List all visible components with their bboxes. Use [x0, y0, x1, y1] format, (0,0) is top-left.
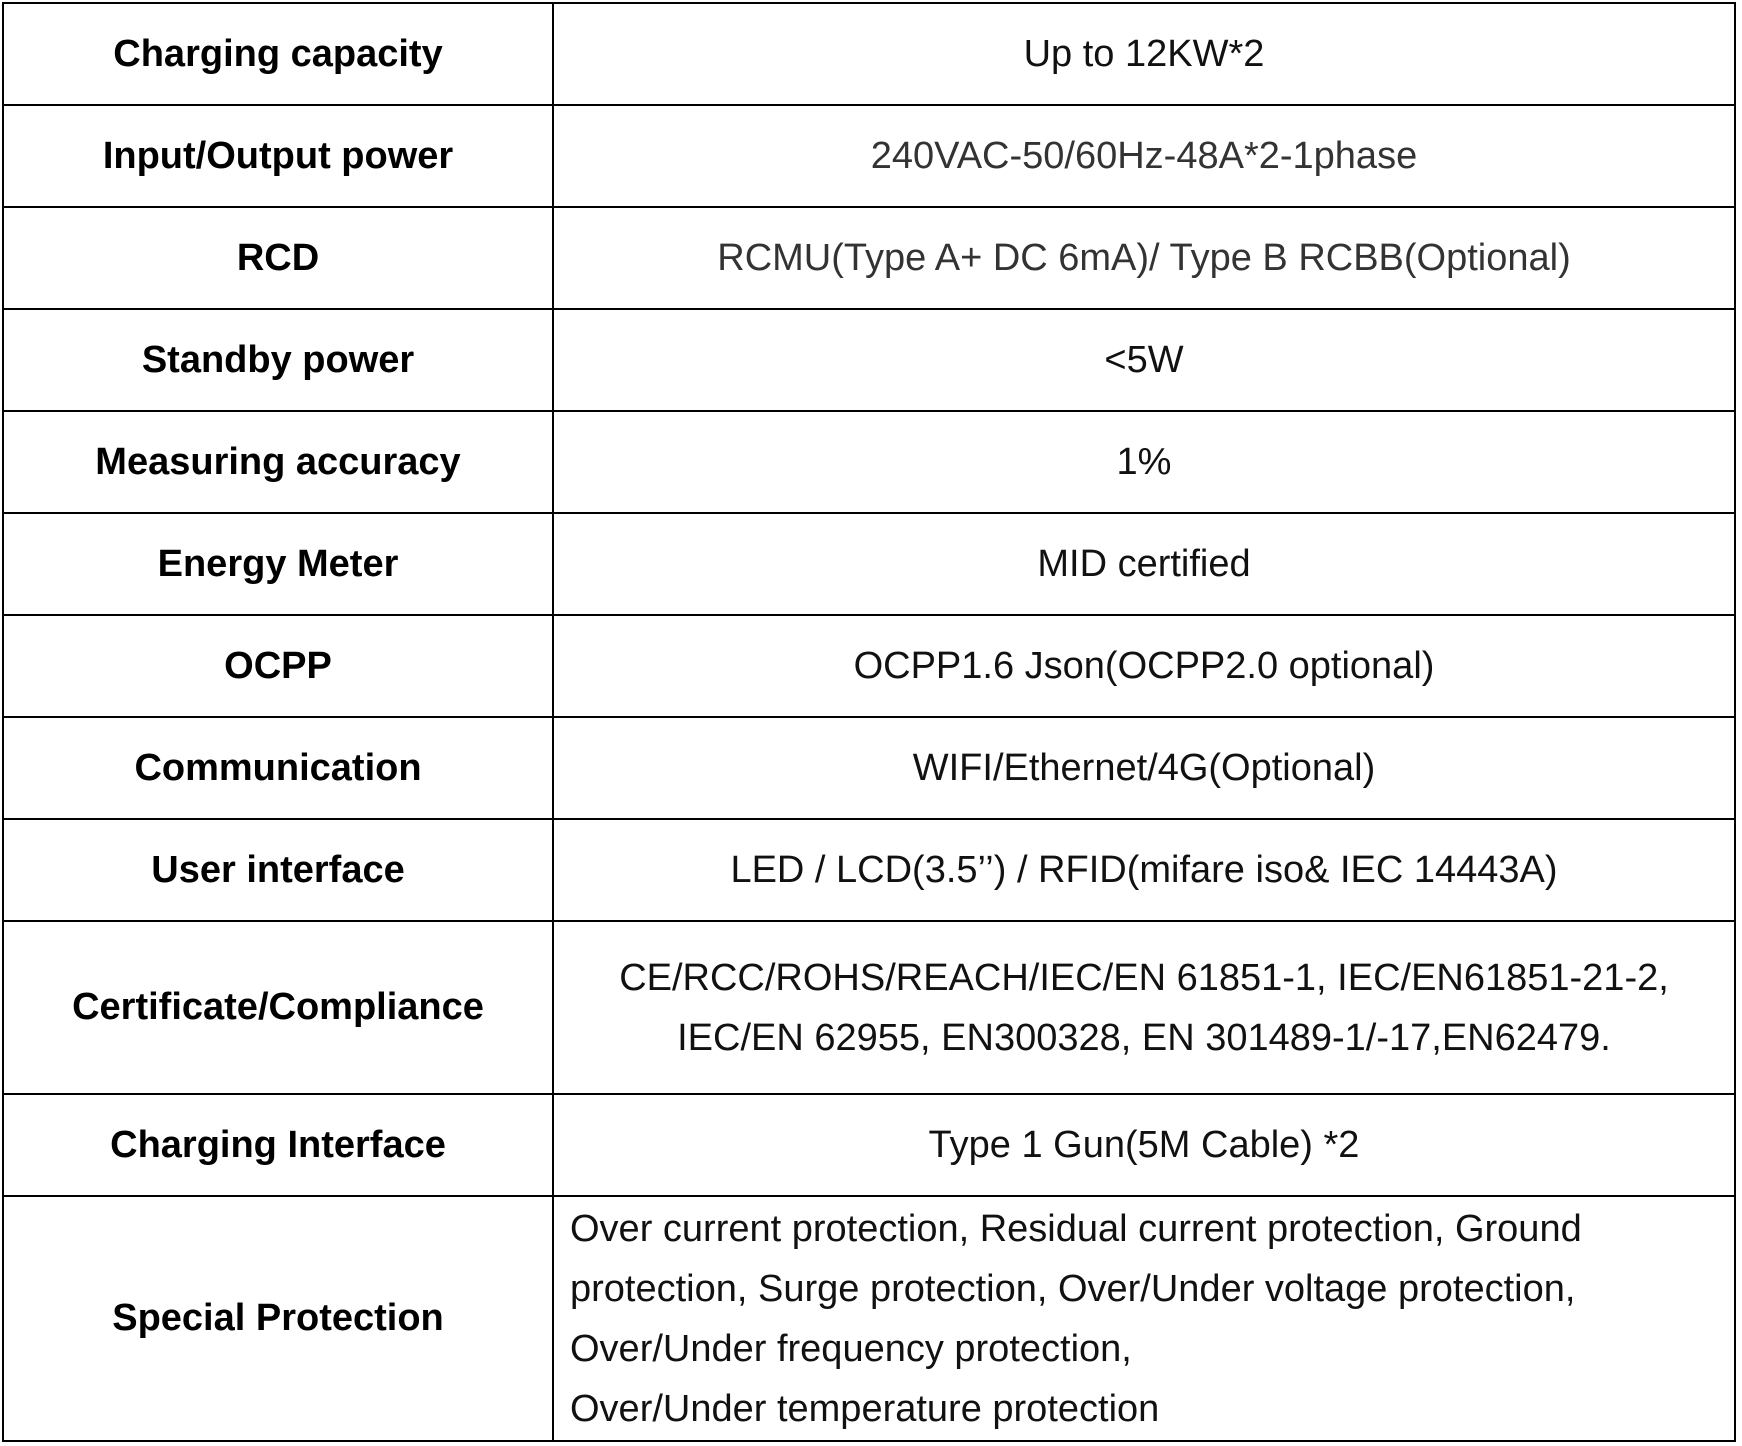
value-line: protection, Surge protection, Over/Under voltage protection, — [570, 1267, 1576, 1310]
row-label: Charging Interface — [3, 1094, 553, 1196]
value-line: CE/RCC/ROHS/REACH/IEC/EN 61851-1, IEC/EN61851-21-2, — [619, 956, 1669, 999]
table-row — [3, 207, 1735, 309]
spec-table — [2, 2, 1736, 1442]
row-value: 1% — [553, 411, 1735, 513]
table-row — [3, 411, 1735, 513]
table-row — [3, 309, 1735, 411]
table-row — [3, 105, 1735, 207]
table-row — [3, 1196, 1735, 1441]
row-value: <5W — [553, 309, 1735, 411]
row-label: Special Protection — [3, 1196, 553, 1441]
row-value: LED / LCD(3.5’’) / RFID(mifare iso& IEC 14443A) — [553, 819, 1735, 921]
value-line: Over/Under frequency protection, — [570, 1327, 1132, 1370]
row-value: Type 1 Gun(5M Cable) *2 — [553, 1094, 1735, 1196]
table-row — [3, 3, 1735, 105]
value-line: Over/Under temperature protection — [570, 1387, 1160, 1430]
spec-table-body — [3, 3, 1735, 1441]
value-line: Over current protection, Residual current protection, Ground — [570, 1207, 1582, 1250]
table-row — [3, 921, 1735, 1094]
row-value: Up to 12KW*2 — [553, 3, 1735, 105]
row-value: 240VAC-50/60Hz-48A*2-1phase — [553, 105, 1735, 207]
table-row — [3, 1094, 1735, 1196]
table-row — [3, 615, 1735, 717]
row-label: Measuring accuracy — [3, 411, 553, 513]
row-value — [553, 921, 1735, 1094]
row-label: Standby power — [3, 309, 553, 411]
table-row — [3, 513, 1735, 615]
row-label: Input/Output power — [3, 105, 553, 207]
value-line: IEC/EN 62955, EN300328, EN 301489-1/-17,EN62479. — [677, 1016, 1611, 1059]
row-value: MID certified — [553, 513, 1735, 615]
row-label: Communication — [3, 717, 553, 819]
row-value: RCMU(Type A+ DC 6mA)/ Type B RCBB(Optional) — [553, 207, 1735, 309]
row-label: RCD — [3, 207, 553, 309]
table-row — [3, 717, 1735, 819]
row-label: User interface — [3, 819, 553, 921]
table-row — [3, 819, 1735, 921]
row-label: OCPP — [3, 615, 553, 717]
row-label: Energy Meter — [3, 513, 553, 615]
row-value: WIFI/Ethernet/4G(Optional) — [553, 717, 1735, 819]
row-value: OCPP1.6 Json(OCPP2.0 optional) — [553, 615, 1735, 717]
row-label: Certificate/Compliance — [3, 921, 553, 1094]
row-label: Charging capacity — [3, 3, 553, 105]
row-value — [553, 1196, 1735, 1441]
